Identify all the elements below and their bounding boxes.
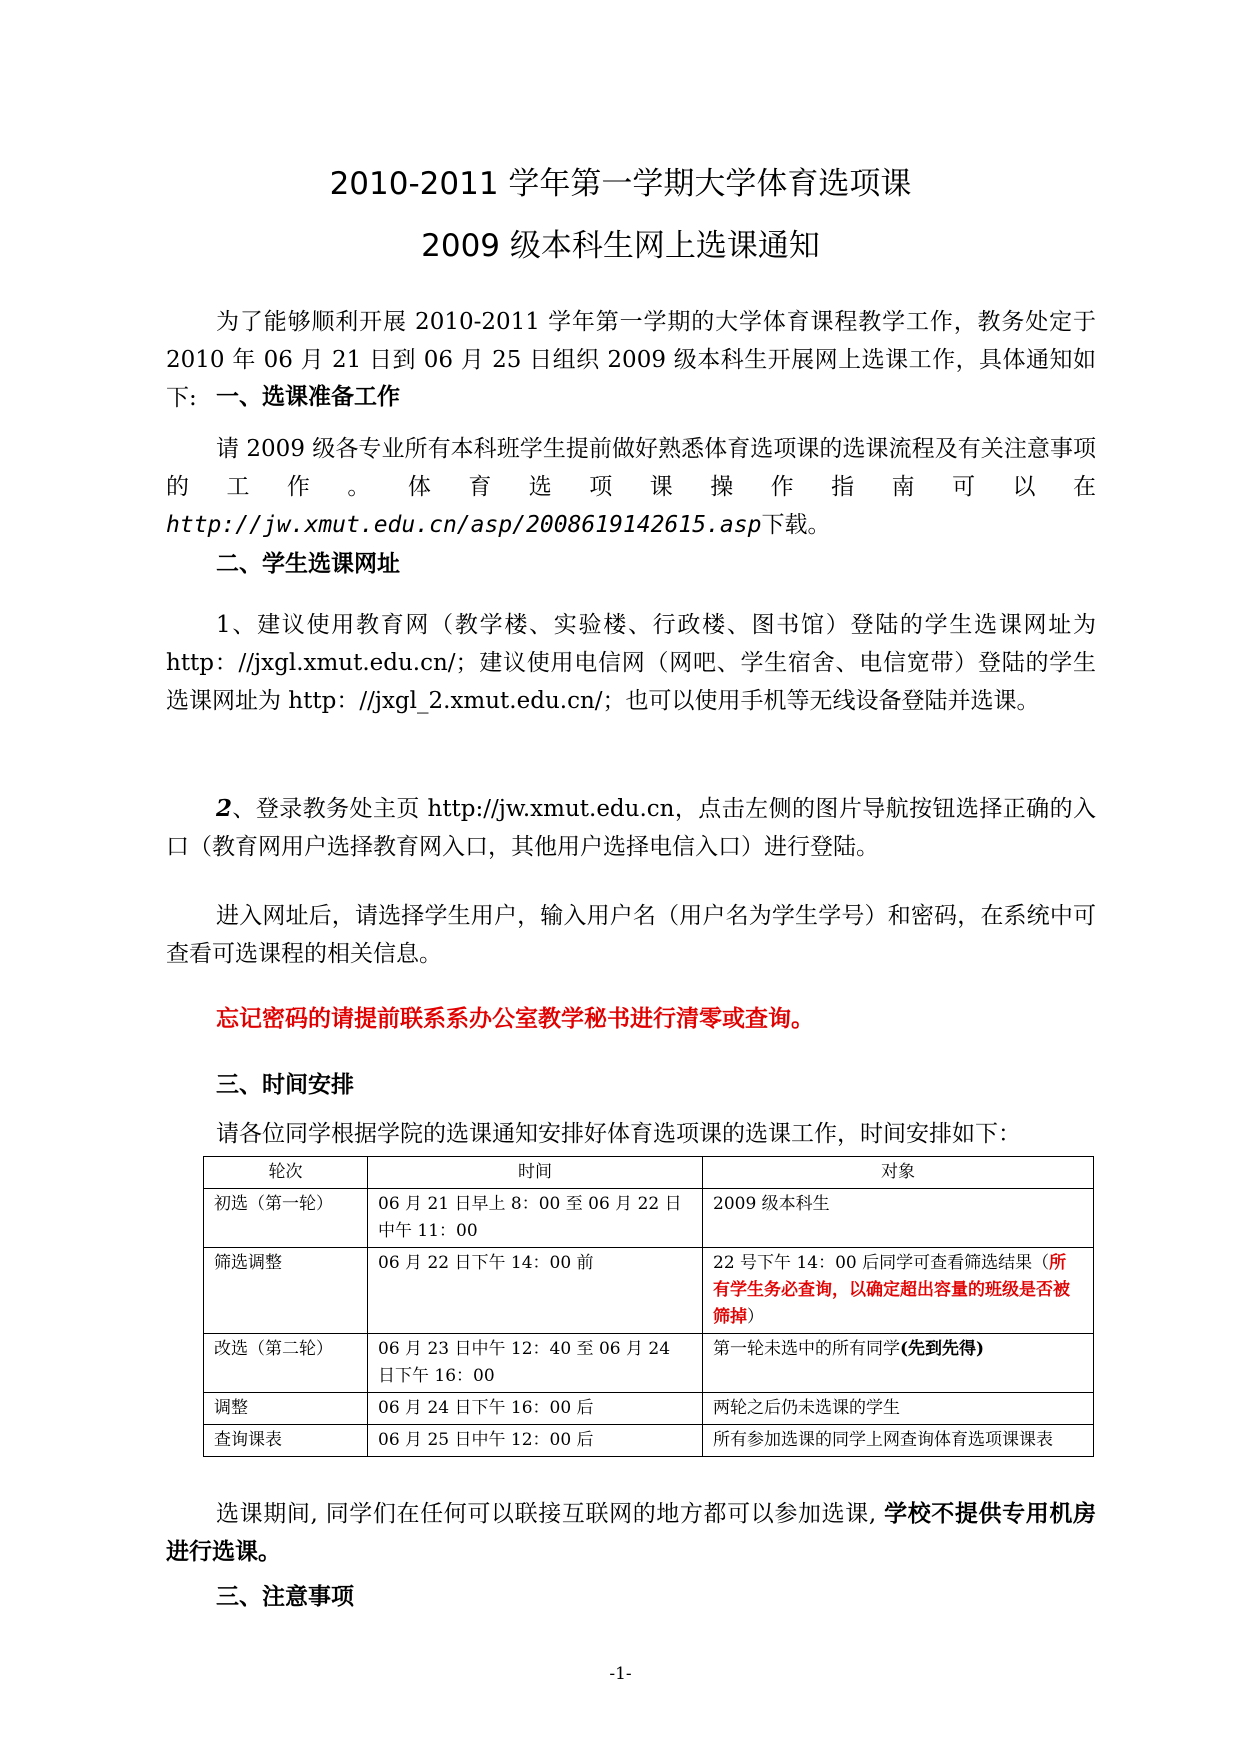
cell-time: 06 月 24 日下午 16：00 后: [368, 1393, 703, 1425]
cell-time: 06 月 23 日中午 12：40 至 06 月 24 日下午 16：00: [368, 1334, 703, 1393]
guide-link[interactable]: http://jw.xmut.edu.cn/asp/2008619142615.asp: [166, 512, 762, 538]
section2-paragraph1: 1、建议使用教育网（教学楼、实验楼、行政楼、图书馆）登陆的学生选课网址为 http：//jxgl.xmut.edu.cn/；建议使用电信网（网吧、学生宿舍、电信宽带）登陆的学生选课网址为 http：//jxgl_2.xmut.edu.cn/；也可以使用手机等无线设备登陆并选课。: [166, 612, 1096, 714]
cell-target: [703, 1189, 1094, 1248]
cell-round: 初选（第一轮）: [204, 1189, 368, 1248]
schedule-table: [203, 1156, 1094, 1457]
header-time: 时间: [368, 1157, 703, 1189]
cell-target-tail: ）: [747, 1307, 764, 1327]
document-title-line1: 2010-2011 学年第一学期大学体育选项课: [329, 166, 912, 202]
intro-paragraph: 为了能够顺利开展 2010-2011 学年第一学期的大学体育课程教学工作，教务处定于 2010 年 06 月 21 日到 06 月 25 日组织 2009 级本科生开展网上选课工作，具体通知如下:: [166, 309, 1096, 411]
cell-target-emphasis: 所有学生务必查询，以确定超出容量的班级是否被筛掉: [713, 1253, 1070, 1327]
cell-time: 06 月 22 日下午 14：00 前: [368, 1248, 703, 1334]
table-row: [204, 1189, 1094, 1248]
cell-round: 调整: [204, 1393, 368, 1425]
cell-target: [703, 1248, 1094, 1334]
cell-target-text: 2009 级本科生: [713, 1194, 830, 1214]
password-warning: 忘记密码的请提前联系系办公室教学秘书进行清零或查询。: [216, 1005, 814, 1032]
note-bold: 学校不提供专用机房进行选课。: [166, 1500, 1096, 1565]
table-row: [204, 1393, 1094, 1425]
section2-heading: 二、学生选课网址: [216, 551, 400, 577]
table-header-row: [204, 1157, 1094, 1189]
section1-heading: 一、选课准备工作: [216, 384, 400, 410]
cell-target-text: 两轮之后仍未选课的学生: [713, 1398, 900, 1418]
section3-note: [166, 1495, 1096, 1571]
cell-time: 06 月 21 日早上 8：00 至 06 月 22 日中午 11：00: [368, 1189, 703, 1248]
section2-p2-number: 2: [216, 795, 233, 822]
cell-target: [703, 1334, 1094, 1393]
cell-round: 筛选调整: [204, 1248, 368, 1334]
header-target: 对象: [703, 1157, 1094, 1189]
cell-time: 06 月 25 日中午 12：00 后: [368, 1425, 703, 1457]
section3-intro: 请各位同学根据学院的选课通知安排好体育选项课的选课工作，时间安排如下：: [216, 1121, 1021, 1147]
header-round: 轮次: [204, 1157, 368, 1189]
cell-target-tail: (先到先得): [900, 1339, 985, 1359]
section2-paragraph3: 进入网址后，请选择学生用户，输入用户名（用户名为学生学号）和密码，在系统中可查看可选课程的相关信息。: [166, 903, 1096, 967]
section1-text: 请 2009 级各专业所有本科班学生提前做好熟悉体育选项课的选课流程及有关注意事项的工作。体育选项课操作指南可以在: [166, 436, 1096, 500]
cell-round: 查询课表: [204, 1425, 368, 1457]
section4-heading: 三、注意事项: [216, 1584, 354, 1610]
table-row: [204, 1334, 1094, 1393]
document-title-line2: 2009 级本科生网上选课通知: [421, 228, 820, 264]
section3-heading: 三、时间安排: [216, 1072, 354, 1098]
section2-paragraph2: [166, 790, 1096, 866]
table-row: [204, 1425, 1094, 1457]
note-normal: 选课期间, 同学们在任何可以联接互联网的地方都可以参加选课,: [216, 1501, 885, 1527]
cell-target-text: 所有参加选课的同学上网查询体育选项课课表: [713, 1430, 1053, 1450]
cell-target: [703, 1425, 1094, 1457]
cell-target-text: 第一轮未选中的所有同学: [713, 1339, 900, 1359]
cell-round: 改选（第二轮）: [204, 1334, 368, 1393]
section1-text-after: 下载。: [761, 512, 831, 538]
cell-target: [703, 1393, 1094, 1425]
section2-p2-text: 、登录教务处主页 http://jw.xmut.edu.cn，点击左侧的图片导航按钮选择正确的入口（教育网用户选择教育网入口，其他用户选择电信入口）进行登陆。: [166, 796, 1096, 860]
cell-target-text: 22 号下午 14：00 后同学可查看筛选结果（: [713, 1253, 1050, 1273]
section1-paragraph: [166, 430, 1096, 544]
table-row: [204, 1248, 1094, 1334]
page-number: -1-: [609, 1664, 632, 1684]
